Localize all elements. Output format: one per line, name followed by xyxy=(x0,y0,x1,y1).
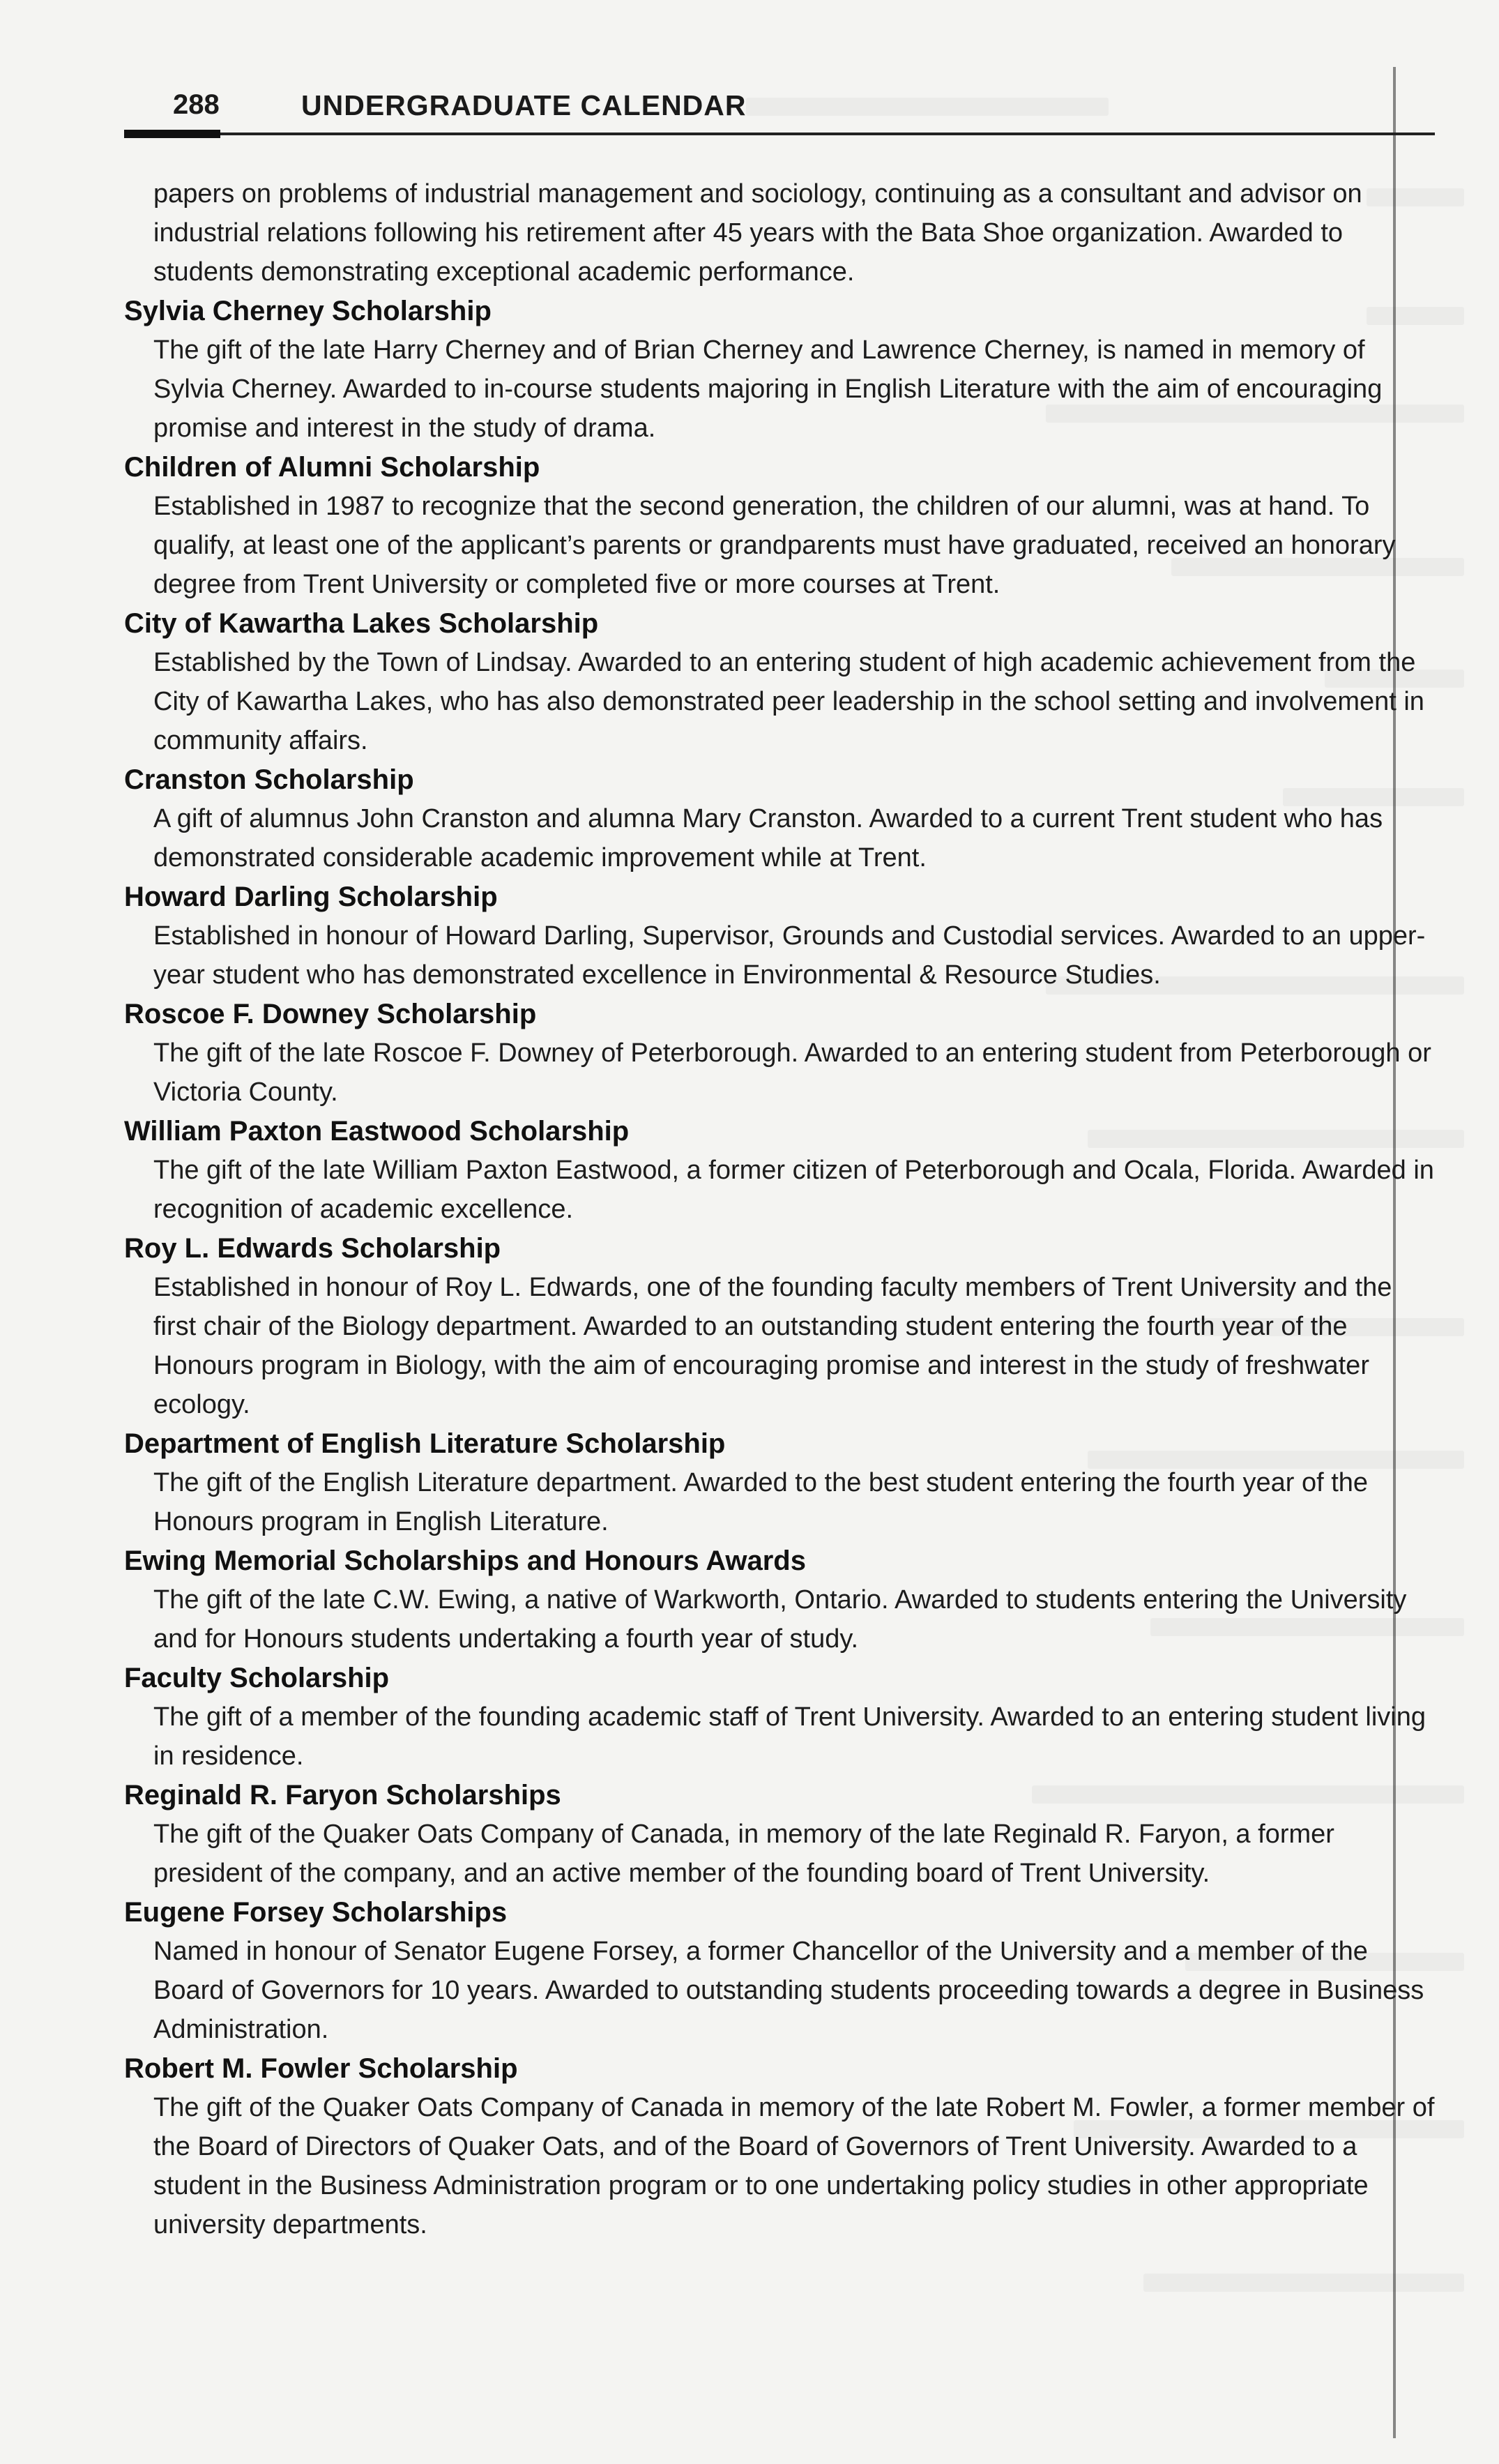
scholarship-description: The gift of the late Roscoe F. Downey of Peterborough. Awarded to an entering student from Peterborough or Victoria County. xyxy=(153,1038,1431,1107)
page-header xyxy=(124,89,1435,135)
scholarship-description: The gift of the Quaker Oats Company of Canada in memory of the late Robert M. Fowler, a former member of the Board of Directors of Quaker Oats, and of the Board of Governors of Trent University. Awarded to a student in the Business Administration program or to one undertaking policy studies in other appropriate university departments. xyxy=(153,2093,1435,2239)
scholarship-entry xyxy=(124,604,1435,760)
scholarship-title: Howard Darling Scholarship xyxy=(124,882,498,912)
scholarship-entry xyxy=(124,760,1435,877)
scholarship-description: Established in 1987 to recognize that the second generation, the children of our alumni, was at hand. To qualify, at least one of the applicant’s parents or grandparents must have graduated, received an honorary degree from Trent University or completed five or more courses at Trent. xyxy=(153,492,1396,599)
scholarship-description: The gift of the Quaker Oats Company of Canada, in memory of the late Reginald R. Faryon, a former president of the company, and an active member of the founding board of Trent University. xyxy=(153,1820,1334,1888)
scholarship-title: Children of Alumni Scholarship xyxy=(124,452,540,483)
scholarship-entry xyxy=(124,877,1435,995)
scholarship-title: City of Kawartha Lakes Scholarship xyxy=(124,608,599,639)
scholarship-description: Established in honour of Roy L. Edwards, one of the founding faculty members of Trent University and the first chair of the Biology department. Awarded to an outstanding student entering the fourth year of the Honours program in Biology, with the aim of encouraging promise and interest in the study of freshwater ecology. xyxy=(153,1273,1392,1419)
scholarship-title: Faculty Scholarship xyxy=(124,1663,390,1693)
scholarship-title: Roy L. Edwards Scholarship xyxy=(124,1233,501,1264)
scholarship-title: Department of English Literature Scholarship xyxy=(124,1428,726,1459)
scholarship-title: Sylvia Cherney Scholarship xyxy=(124,296,492,326)
scholarship-title: Ewing Memorial Scholarships and Honours Awards xyxy=(124,1545,806,1576)
scholarship-entry xyxy=(124,292,1435,448)
scholarship-title: William Paxton Eastwood Scholarship xyxy=(124,1116,630,1147)
scholarship-title: Cranston Scholarship xyxy=(124,764,414,795)
scholarship-description: A gift of alumnus John Cranston and alumna Mary Cranston. Awarded to a current Trent student who has demonstrated considerable academic improvement while at Trent. xyxy=(153,804,1383,872)
scholarship-title: Eugene Forsey Scholarships xyxy=(124,1897,508,1928)
scholarship-title: Roscoe F. Downey Scholarship xyxy=(124,999,537,1029)
scholarship-entry xyxy=(124,1112,1435,1229)
scholarship-list xyxy=(124,174,1435,2244)
scholarship-entry xyxy=(124,1541,1435,1658)
scholarship-title: Reginald R. Faryon Scholarships xyxy=(124,1780,561,1811)
header-rule xyxy=(220,133,1435,135)
scholarship-entry xyxy=(124,1776,1435,1893)
scholarship-entry xyxy=(124,2049,1435,2244)
scholarship-entry xyxy=(124,995,1435,1112)
scholarship-description: Named in honour of Senator Eugene Forsey, a former Chancellor of the University and a member of the Board of Governors for 10 years. Awarded to outstanding students proceeding towards a degree in Business Administration. xyxy=(153,1937,1424,2044)
header-rule-thick xyxy=(124,130,220,138)
scholarship-description: Established in honour of Howard Darling, Supervisor, Grounds and Custodial services. Awarded to an upper-year student who has demonstrated excellence in Environmental & Resource Studies. xyxy=(153,921,1426,990)
scholarship-entry xyxy=(124,1658,1435,1776)
scholarship-description: Established by the Town of Lindsay. Awarded to an entering student of high academic achievement from the City of Kawartha Lakes, who has also demonstrated peer leadership in the school setting and involvement in community affairs. xyxy=(153,648,1424,755)
scholarship-title: Robert M. Fowler Scholarship xyxy=(124,2053,518,2084)
scholarship-entry xyxy=(124,1893,1435,2049)
page-number: 288 xyxy=(173,89,220,120)
scholarship-entry xyxy=(124,1424,1435,1541)
running-head: UNDERGRADUATE CALENDAR xyxy=(301,89,747,121)
scholarship-description: The gift of the late Harry Cherney and of Brian Cherney and Lawrence Cherney, is named in memory of Sylvia Cherney. Awarded to in-course students majoring in English Literature with the aim of encouraging promise and interest in the study of drama. xyxy=(153,335,1383,443)
continued-paragraph: papers on problems of industrial management and sociology, continuing as a consultant and advisor on industrial relations following his retirement after 45 years with the Bata Shoe organization. Awarded to students demonstrating exceptional academic performance. xyxy=(153,179,1362,287)
scholarship-entry xyxy=(124,1229,1435,1424)
scholarship-description: The gift of a member of the founding academic staff of Trent University. Awarded to an entering student living in residence. xyxy=(153,1702,1426,1771)
scholarship-entry xyxy=(124,448,1435,604)
scholarship-description: The gift of the late C.W. Ewing, a native of Warkworth, Ontario. Awarded to students entering the University and for Honours students undertaking a fourth year of study. xyxy=(153,1585,1407,1654)
scholarship-description: The gift of the late William Paxton Eastwood, a former citizen of Peterborough and Ocala, Florida. Awarded in recognition of academic excellence. xyxy=(153,1156,1434,1224)
scholarship-description: The gift of the English Literature department. Awarded to the best student entering the fourth year of the Honours program in English Literature. xyxy=(153,1468,1369,1536)
